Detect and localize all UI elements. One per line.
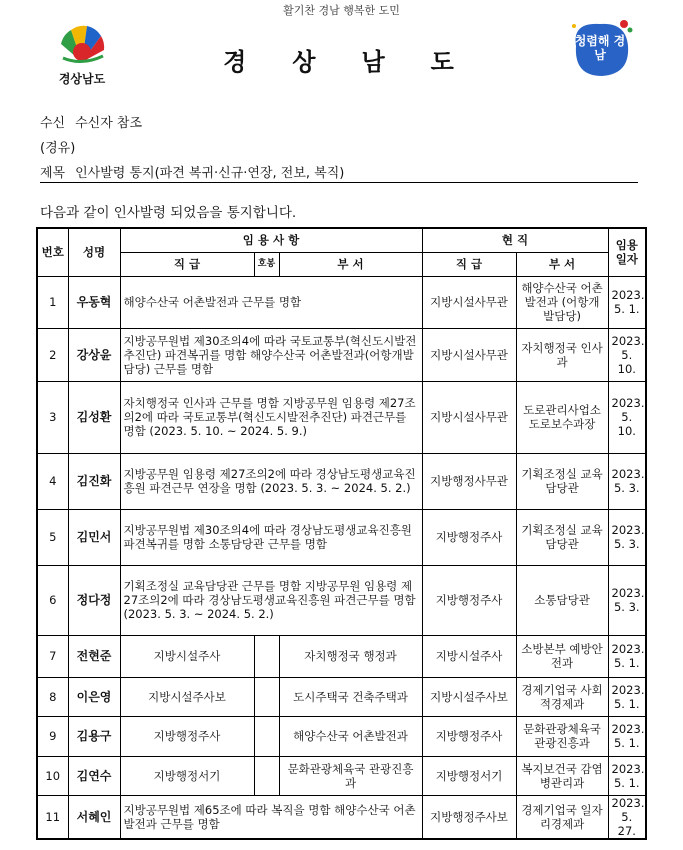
row-appointment: 기획조정실 교육담당관 근무를 명함 지방공무원 임용령 제27조의2에 따라 경상남도평생교육진흥원 파견근무를 명함 (2023. 5. 3. ~ 2024. 5. 2.)	[120, 565, 422, 635]
header-name: 성명	[68, 228, 120, 276]
table-subheader-row	[37, 252, 646, 276]
row-cur-grade: 지방행정서기	[422, 756, 516, 795]
row-date: 2023. 5. 10.	[608, 328, 646, 381]
row-date: 2023. 5. 1.	[608, 635, 646, 677]
row-grade: 지방시설주사	[120, 635, 254, 677]
row-cur-grade: 지방행정주사	[422, 716, 516, 756]
row-no: 6	[37, 565, 68, 635]
table-row	[37, 565, 646, 635]
row-no: 8	[37, 677, 68, 716]
header-cur-dept: 부 서	[516, 252, 608, 276]
header-date: 임용 일자	[608, 228, 646, 276]
row-step	[254, 716, 279, 756]
table-row	[37, 453, 646, 509]
row-cur-grade: 지방행정주사	[422, 565, 516, 635]
row-date: 2023. 5. 3.	[608, 509, 646, 565]
header-step: 호봉	[254, 252, 279, 276]
row-cur-grade: 지방시설주사	[422, 635, 516, 677]
row-dept: 도시주택국 건축주택과	[279, 677, 422, 716]
row-name: 이은영	[68, 677, 120, 716]
logo-left-text: 경상남도	[58, 72, 106, 86]
recipient-label: 수신	[40, 116, 66, 131]
row-date: 2023. 5. 27.	[608, 795, 646, 839]
table-row	[37, 381, 646, 453]
header-no: 번호	[37, 228, 68, 276]
integrity-badge	[566, 16, 636, 82]
row-no: 9	[37, 716, 68, 756]
row-no: 4	[37, 453, 68, 509]
row-cur-dept: 문화관광체육국 관광진흥과	[516, 716, 608, 756]
header-grade: 직 급	[120, 252, 254, 276]
recipient-value: 수신자 참조	[75, 116, 143, 131]
intro-text: 다음과 같이 인사발령 되었음을 통지합니다.	[40, 205, 297, 221]
row-no: 5	[37, 509, 68, 565]
row-cur-dept: 경제기업국 사회적경제과	[516, 677, 608, 716]
slogan: 활기찬 경남 행복한 도민	[283, 4, 400, 17]
header-appointment: 임 용 사 항	[120, 228, 422, 252]
row-no: 11	[37, 795, 68, 839]
row-date: 2023. 5. 1.	[608, 716, 646, 756]
table-header-row	[37, 228, 646, 252]
header-dept: 부 서	[279, 252, 422, 276]
row-name: 정다정	[68, 565, 120, 635]
row-no: 7	[37, 635, 68, 677]
row-dept: 문화관광체육국 관광진흥과	[279, 756, 422, 795]
row-cur-dept: 경제기업국 일자리경제과	[516, 795, 608, 839]
row-date: 2023. 5. 3.	[608, 565, 646, 635]
row-appointment: 해양수산국 어촌발전과 근무를 명함	[120, 276, 422, 328]
row-step	[254, 677, 279, 716]
row-cur-grade: 지방시설주사보	[422, 677, 516, 716]
row-cur-grade: 지방시설사무관	[422, 276, 516, 328]
row-name: 김진화	[68, 453, 120, 509]
row-cur-dept: 기획조정실 교육담당관	[516, 509, 608, 565]
row-name: 전현준	[68, 635, 120, 677]
row-appointment: 자치행정국 인사과 근무를 명함 지방공무원 임용령 제27조의2에 따라 국토교통부(혁신도시발전추진단) 파견근무를 명함 (2023. 5. 10. ~ 2024. 5. 9.)	[120, 381, 422, 453]
recipient-line	[40, 112, 142, 131]
row-grade: 지방행정주사	[120, 716, 254, 756]
row-appointment: 지방공무원법 제65조에 따라 복직을 명함 해양수산국 어촌발전과 근무를 명함	[120, 795, 422, 839]
row-name: 강상윤	[68, 328, 120, 381]
row-cur-dept: 복지보건국 감염병관리과	[516, 756, 608, 795]
table-row	[37, 276, 646, 328]
row-date: 2023. 5. 10.	[608, 381, 646, 453]
table-row	[37, 677, 646, 716]
row-name: 김성환	[68, 381, 120, 453]
row-dept: 해양수산국 어촌발전과	[279, 716, 422, 756]
table-row	[37, 795, 646, 839]
subject-value: 인사발령 통지(파견 복귀·신규·연장, 전보, 복직)	[75, 166, 345, 181]
header-cur-grade: 직 급	[422, 252, 516, 276]
org-title: 경상남도	[223, 48, 500, 76]
row-cur-grade: 지방행정사무관	[422, 453, 516, 509]
row-cur-dept: 해양수산국 어촌발전과 (어항개발담당)	[516, 276, 608, 328]
row-name: 서혜인	[68, 795, 120, 839]
row-appointment: 지방공무원법 제30조의4에 따라 경상남도평생교육진흥원 파견복귀를 명함 소통담당관 근무를 명함	[120, 509, 422, 565]
row-no: 2	[37, 328, 68, 381]
row-step	[254, 635, 279, 677]
subject-divider	[40, 182, 638, 183]
row-dept: 자치행정국 행정과	[279, 635, 422, 677]
row-date: 2023. 5. 1.	[608, 276, 646, 328]
row-appointment: 지방공무원법 제30조의4에 따라 국토교통부(혁신도시발전추진단) 파견복귀를 명함 해양수산국 어촌발전과(어항개발담당) 근무를 명함	[120, 328, 422, 381]
row-cur-dept: 도로관리사업소 도로보수과장	[516, 381, 608, 453]
row-no: 1	[37, 276, 68, 328]
row-no: 10	[37, 756, 68, 795]
subject-label: 제목	[40, 166, 66, 181]
table-row	[37, 716, 646, 756]
row-cur-dept: 자치행정국 인사과	[516, 328, 608, 381]
row-name: 김민서	[68, 509, 120, 565]
row-cur-dept: 기획조정실 교육담당관	[516, 453, 608, 509]
via-line: (경유)	[40, 141, 76, 156]
row-name: 김연수	[68, 756, 120, 795]
row-cur-grade: 지방시설사무관	[422, 381, 516, 453]
row-cur-grade: 지방시설사무관	[422, 328, 516, 381]
row-name: 김용구	[68, 716, 120, 756]
row-grade: 지방시설주사보	[120, 677, 254, 716]
row-grade: 지방행정서기	[120, 756, 254, 795]
row-step	[254, 756, 279, 795]
row-date: 2023. 5. 1.	[608, 677, 646, 716]
header-current: 현 직	[422, 228, 608, 252]
table-row	[37, 635, 646, 677]
row-cur-grade: 지방행정주사	[422, 509, 516, 565]
row-date: 2023. 5. 1.	[608, 756, 646, 795]
row-cur-dept: 소통담당관	[516, 565, 608, 635]
table-row	[37, 328, 646, 381]
table-row	[37, 509, 646, 565]
row-cur-dept: 소방본부 예방안전과	[516, 635, 608, 677]
table-row	[37, 756, 646, 795]
logo-right-text: 청렴해 경남	[574, 34, 626, 62]
row-date: 2023. 5. 3.	[608, 453, 646, 509]
row-no: 3	[37, 381, 68, 453]
row-appointment: 지방공무원 임용령 제27조의2에 따라 경상남도평생교육진흥원 파견근무 연장을 명함 (2023. 5. 3. ~ 2024. 5. 2.)	[120, 453, 422, 509]
subject-line-text	[40, 162, 344, 181]
appointment-table	[36, 227, 647, 840]
row-name: 우동혁	[68, 276, 120, 328]
row-cur-grade: 지방행정주사보	[422, 795, 516, 839]
